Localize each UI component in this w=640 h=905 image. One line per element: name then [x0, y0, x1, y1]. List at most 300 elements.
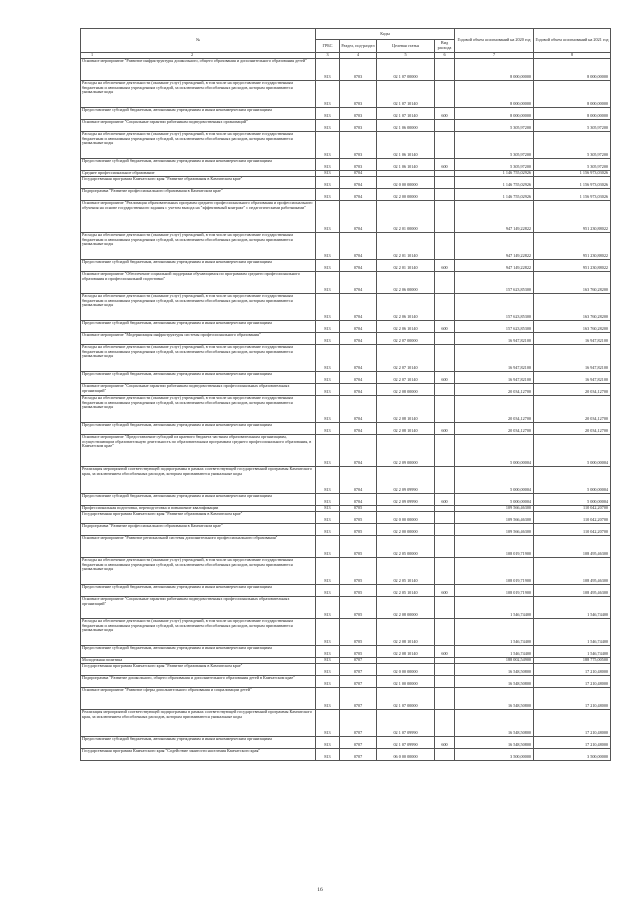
row-name: Расходы на обеспечение деятельности (оказание услуг) учреждений, в том числе на предоставление государственным бюджетным и автономным учреждениям субсидий, за исключением обособленных расходов, которым присваиваются уникальные коды [81, 81, 316, 108]
row-volume-2021: 108 495,46300 [534, 585, 611, 597]
row-expense-type [435, 435, 455, 467]
row-target-article: 06 0 00 00000 [377, 749, 435, 761]
row-volume-2021: 188 775,00500 [534, 658, 611, 664]
row-target-article: 02 2 06 10140 [377, 294, 435, 321]
row-grbs: 813 [316, 189, 340, 201]
row-grbs: 813 [316, 260, 340, 272]
row-name: Основное мероприятие "Социальные гарантии работникам подведомственных организаций" [81, 120, 316, 132]
row-name: Расходы на обеспечение деятельности (оказание услуг) учреждений, в том числе на предоставление государственным бюджетным и автономным учреждениям субсидий, за исключением обособленных расходов, которым присваиваются уникальные коды [81, 396, 316, 423]
header-target: Целевая статья [377, 40, 435, 53]
row-volume-2021: 20 034,12700 [534, 384, 611, 396]
column-number: 3 [316, 53, 340, 59]
row-target-article: 02 2 01 00000 [377, 201, 435, 233]
row-expense-type: 600 [435, 108, 455, 120]
row-name: Основное мероприятие "Развитие инфраструктуры дошкольного, общего образования и дополнительного образования детей" [81, 59, 316, 81]
row-name: Основное мероприятие "Предоставление субсидий из краевого бюджета частным образовательным организациям, осуществляющим образовательную деятельность по образовательным программам среднего профессионального образования, в Камчатском крае" [81, 435, 316, 467]
row-grbs: 813 [316, 396, 340, 423]
row-name: Расходы на обеспечение деятельности (оказание услуг) учреждений, в том числе на предоставление государственным бюджетным и автономным учреждениям субсидий, за исключением обособленных расходов, которым присваиваются уникальные коды [81, 233, 316, 260]
column-number: 2 [190, 52, 194, 58]
row-volume-2021: 163 760,28200 [534, 321, 611, 333]
row-name: Предоставление субсидий бюджетным, автономным учреждениям и иным некоммерческим организациям [81, 260, 316, 272]
row-section: 0703 [340, 108, 377, 120]
row-name: Основное мероприятие "Развитие региональной системы дополнительного профессионального образования" [81, 536, 316, 558]
row-target-article: 02 2 05 10140 [377, 585, 435, 597]
row-section: 0705 [340, 558, 377, 585]
row-expense-type [435, 201, 455, 233]
row-expense-type [435, 345, 455, 372]
row-target-article: 02 1 07 10140 [377, 108, 435, 120]
row-name: Государственная программа Камчатского края "Развитие образования в Камчатском крае" [81, 664, 316, 676]
table-row [81, 345, 611, 372]
row-volume-2020: 8 000,00000 [455, 108, 534, 120]
row-expense-type: 600 [435, 159, 455, 171]
row-volume-2021: 5 000,00004 [534, 435, 611, 467]
row-grbs: 813 [316, 384, 340, 396]
row-expense-type: 600 [435, 260, 455, 272]
row-expense-type [435, 536, 455, 558]
row-grbs: 813 [316, 171, 340, 177]
row-name: Подпрограмма "Развитие профессионального образования в Камчатском крае" [81, 189, 316, 201]
row-section: 0703 [340, 132, 377, 159]
row-volume-2021: 5 000,00004 [534, 467, 611, 494]
row-grbs: 813 [316, 333, 340, 345]
row-volume-2020: 8 000,00000 [455, 81, 534, 108]
row-volume-2020: 157 623,85300 [455, 321, 534, 333]
row-section: 0707 [340, 737, 377, 749]
row-expense-type: 600 [435, 585, 455, 597]
row-section: 0705 [340, 597, 377, 619]
table-row [81, 396, 611, 423]
row-volume-2020: 108 019,71900 [455, 536, 534, 558]
row-expense-type [435, 132, 455, 159]
table-row [81, 435, 611, 467]
table-row [81, 558, 611, 585]
row-volume-2020: 947 149,22822 [455, 201, 534, 233]
row-grbs: 813 [316, 201, 340, 233]
row-expense-type [435, 619, 455, 646]
row-section: 0705 [340, 619, 377, 646]
row-expense-type [435, 524, 455, 536]
row-volume-2021: 17 210,48000 [534, 664, 611, 676]
row-name: Предоставление субсидий бюджетным, автономным учреждениям и иным некоммерческим организациям [81, 585, 316, 597]
row-volume-2020: 5 000,00004 [455, 494, 534, 506]
row-name: Расходы на обеспечение деятельности (оказание услуг) учреждений, в том числе на предоставление государственным бюджетным и автономным учреждениям субсидий, за исключением обособленных расходов, которым присваиваются уникальные коды [81, 132, 316, 159]
table-row [81, 333, 611, 345]
row-grbs: 813 [316, 658, 340, 664]
row-section: 0704 [340, 435, 377, 467]
row-volume-2021: 108 495,46300 [534, 558, 611, 585]
header-vol-2021: Годовой объем ассигнований на 2021 год [534, 29, 611, 53]
row-grbs: 813 [316, 233, 340, 260]
table-row [81, 737, 611, 749]
row-volume-2021: 1 156 973,03026 [534, 171, 611, 177]
row-target-article: 02 2 07 00000 [377, 333, 435, 345]
row-grbs: 813 [316, 294, 340, 321]
row-volume-2021: 951 230,88022 [534, 233, 611, 260]
row-volume-2020: 1 146 755,02926 [455, 177, 534, 189]
row-name: Расходы на обеспечение деятельности (оказание услуг) учреждений, в том числе на предоставление государственным бюджетным и автономным учреждениям субсидий, за исключением обособленных расходов, которым присваиваются уникальные коды [81, 345, 316, 372]
table-row [81, 619, 611, 646]
row-volume-2021: 5 305,97200 [534, 159, 611, 171]
table-row [81, 664, 611, 676]
row-section: 0704 [340, 260, 377, 272]
row-volume-2021: 1 546,74400 [534, 597, 611, 619]
row-section: 0704 [340, 321, 377, 333]
row-target-article: 02 2 07 10140 [377, 345, 435, 372]
row-grbs: 813 [316, 81, 340, 108]
row-section: 0707 [340, 658, 377, 664]
row-expense-type [435, 120, 455, 132]
row-grbs: 813 [316, 467, 340, 494]
column-number-cell [81, 53, 316, 59]
row-volume-2020: 16 548,50800 [455, 737, 534, 749]
column-number: 5 [377, 53, 435, 59]
row-expense-type: 600 [435, 372, 455, 384]
row-name: Государственная программа Камчатского края "Содействие занятости населения Камчатского края" [81, 749, 316, 761]
row-grbs: 813 [316, 435, 340, 467]
table-row [81, 710, 611, 737]
row-volume-2021: 16 947,82100 [534, 345, 611, 372]
row-volume-2021: 16 947,82100 [534, 372, 611, 384]
table-row [81, 749, 611, 761]
row-volume-2020: 16 548,50800 [455, 664, 534, 676]
row-volume-2020: 109 566,46300 [455, 524, 534, 536]
row-target-article: 02 1 07 09990 [377, 710, 435, 737]
table-row [81, 59, 611, 81]
row-volume-2021: 163 760,28200 [534, 294, 611, 321]
row-volume-2021: 108 495,46300 [534, 536, 611, 558]
row-volume-2021: 5 305,97200 [534, 120, 611, 132]
row-name: Государственная программа Камчатского края "Развитие образования в Камчатском крае" [81, 512, 316, 524]
row-section: 0704 [340, 201, 377, 233]
row-volume-2021: 5 305,97200 [534, 132, 611, 159]
row-volume-2021: 1 546,74400 [534, 646, 611, 658]
row-section: 0707 [340, 710, 377, 737]
row-section: 0704 [340, 177, 377, 189]
header-num: № [81, 29, 316, 53]
row-grbs: 813 [316, 664, 340, 676]
row-name: Предоставление субсидий бюджетным, автономным учреждениям и иным некоммерческим организациям [81, 159, 316, 171]
row-grbs: 813 [316, 59, 340, 81]
row-target-article: 02 1 07 10140 [377, 81, 435, 108]
table-row [81, 688, 611, 710]
table-row [81, 294, 611, 321]
row-section: 0704 [340, 233, 377, 260]
row-target-article: 02 0 00 00000 [377, 664, 435, 676]
row-volume-2021: 951 230,88022 [534, 260, 611, 272]
row-volume-2021: 8 000,00000 [534, 81, 611, 108]
table-body [81, 59, 611, 761]
row-name: Подпрограмма "Развитие дошкольного, общего образования и дополнительного образования детей в Камчатском крае" [81, 676, 316, 688]
row-volume-2020: 108 019,71900 [455, 585, 534, 597]
row-name: Предоставление субсидий бюджетным, автономным учреждениям и иным некоммерческим организациям [81, 423, 316, 435]
row-expense-type [435, 512, 455, 524]
row-section: 0703 [340, 159, 377, 171]
row-name: Реализация мероприятий соответствующей подпрограммы в рамках соответствующей государственной программы Камчатского края, за исключением обособленных расходов, которым присваиваются уникальные коды [81, 710, 316, 737]
row-name: Расходы на обеспечение деятельности (оказание услуг) учреждений, в том числе на предоставление государственным бюджетным и автономным учреждениям субсидий, за исключением обособленных расходов, которым присваиваются уникальные коды [81, 294, 316, 321]
row-grbs: 813 [316, 108, 340, 120]
header-vol-2020: Годовой объем ассигнований на 2020 год [455, 29, 534, 53]
row-target-article: 02 2 08 10140 [377, 619, 435, 646]
row-grbs: 813 [316, 494, 340, 506]
column-number: 4 [340, 53, 377, 59]
row-target-article: 02 2 08 10140 [377, 646, 435, 658]
column-number: 7 [455, 53, 534, 59]
row-name: Расходы на обеспечение деятельности (оказание услуг) учреждений, в том числе на предоставление государственным бюджетным и автономным учреждениям субсидий, за исключением обособленных расходов, которым присваиваются уникальные коды [81, 619, 316, 646]
row-volume-2021: 8 000,00000 [534, 59, 611, 81]
row-volume-2021: 1 156 973,03026 [534, 177, 611, 189]
row-section: 0704 [340, 372, 377, 384]
row-target-article: 02 2 09 00000 [377, 435, 435, 467]
row-target-article: 02 2 08 00000 [377, 384, 435, 396]
table-row [81, 597, 611, 619]
table-row [81, 159, 611, 171]
row-volume-2020: 16 947,82100 [455, 333, 534, 345]
row-section: 0704 [340, 171, 377, 177]
row-volume-2021: 17 210,48000 [534, 676, 611, 688]
row-name: Подпрограмма "Развитие профессионального образования в Камчатском крае" [81, 524, 316, 536]
row-target-article: 02 2 05 10140 [377, 558, 435, 585]
row-section: 0704 [340, 467, 377, 494]
row-name: Предоставление субсидий бюджетным, автономным учреждениям и иным некоммерческим организациям [81, 737, 316, 749]
row-name: Предоставление субсидий бюджетным, автономным учреждениям и иным некоммерческим организациям [81, 321, 316, 333]
row-section: 0707 [340, 676, 377, 688]
row-target-article: 02 1 00 00000 [377, 676, 435, 688]
table-row [81, 321, 611, 333]
row-expense-type [435, 233, 455, 260]
row-volume-2020: 20 034,12700 [455, 423, 534, 435]
row-grbs: 813 [316, 558, 340, 585]
row-volume-2021: 163 760,28200 [534, 272, 611, 294]
row-volume-2021: 17 210,48000 [534, 737, 611, 749]
table-row [81, 524, 611, 536]
row-section: 0704 [340, 294, 377, 321]
row-target-article: 02 1 07 00000 [377, 59, 435, 81]
row-volume-2020: 1 546,74400 [455, 597, 534, 619]
row-volume-2021: 5 000,00004 [534, 494, 611, 506]
row-target-article: 02 0 00 00000 [377, 177, 435, 189]
header-codes: Коды [316, 29, 455, 40]
row-volume-2021: 17 210,48000 [534, 688, 611, 710]
row-target-article: 02 1 06 00000 [377, 120, 435, 132]
row-expense-type [435, 676, 455, 688]
row-name: Молодежная политика [81, 658, 316, 664]
row-grbs: 813 [316, 524, 340, 536]
row-target-article: 02 1 06 10140 [377, 132, 435, 159]
header-exp-type: Вид расхода [435, 40, 455, 53]
row-section: 0705 [340, 506, 377, 512]
row-volume-2020: 16 548,50800 [455, 688, 534, 710]
row-target-article: 02 2 01 10140 [377, 260, 435, 272]
table-row [81, 676, 611, 688]
row-target-article: 02 2 09 09990 [377, 467, 435, 494]
row-name: Основное мероприятие "Развитие сферы дополнительного образования и социализации детей" [81, 688, 316, 710]
row-volume-2020: 8 000,00000 [455, 59, 534, 81]
table-row [81, 494, 611, 506]
table-row [81, 260, 611, 272]
row-target-article: 02 2 06 10140 [377, 321, 435, 333]
row-volume-2020: 16 947,82100 [455, 372, 534, 384]
column-number: 1 [90, 52, 94, 58]
row-volume-2020: 5 305,97200 [455, 132, 534, 159]
row-section: 0703 [340, 120, 377, 132]
budget-table [80, 28, 611, 761]
table-row [81, 189, 611, 201]
row-expense-type [435, 59, 455, 81]
row-volume-2020: 20 034,12700 [455, 396, 534, 423]
row-expense-type [435, 189, 455, 201]
row-section: 0704 [340, 494, 377, 506]
row-section: 0705 [340, 585, 377, 597]
row-section: 0704 [340, 189, 377, 201]
table-row [81, 272, 611, 294]
row-grbs: 813 [316, 646, 340, 658]
row-target-article: 02 2 00 00000 [377, 189, 435, 201]
row-volume-2020: 1 546,74400 [455, 646, 534, 658]
row-volume-2020: 16 548,50800 [455, 710, 534, 737]
row-target-article: 02 2 05 00000 [377, 536, 435, 558]
budget-table-page [80, 28, 610, 761]
table-row [81, 201, 611, 233]
row-section: 0704 [340, 272, 377, 294]
row-expense-type: 600 [435, 737, 455, 749]
row-volume-2020: 188 002,54900 [455, 658, 534, 664]
row-name: Основное мероприятие "Социальные гарантии работникам подведомственных профессиональных образовательных организаций" [81, 597, 316, 619]
row-volume-2021: 110 042,20700 [534, 524, 611, 536]
table-row [81, 536, 611, 558]
row-target-article: 02 1 06 10140 [377, 159, 435, 171]
row-expense-type [435, 272, 455, 294]
row-section: 0704 [340, 333, 377, 345]
row-grbs: 813 [316, 619, 340, 646]
row-volume-2021: 1 546,74400 [534, 619, 611, 646]
row-name: Среднее профессиональное образование [81, 171, 316, 177]
column-number: 8 [534, 53, 611, 59]
row-volume-2020: 1 546,74400 [455, 619, 534, 646]
row-expense-type: 600 [435, 494, 455, 506]
row-name: Предоставление субсидий бюджетным, автономным учреждениям и иным некоммерческим организациям [81, 646, 316, 658]
row-volume-2020: 108 019,71900 [455, 558, 534, 585]
row-volume-2021: 110 042,20700 [534, 512, 611, 524]
row-grbs: 813 [316, 710, 340, 737]
row-target-article: 02 2 06 00000 [377, 272, 435, 294]
table-row [81, 585, 611, 597]
row-expense-type [435, 597, 455, 619]
row-expense-type [435, 396, 455, 423]
row-expense-type [435, 333, 455, 345]
row-section: 0705 [340, 536, 377, 558]
table-row [81, 120, 611, 132]
row-volume-2020: 157 623,85300 [455, 294, 534, 321]
row-volume-2021: 3 500,00000 [534, 749, 611, 761]
row-grbs: 813 [316, 597, 340, 619]
row-volume-2021: 20 034,12700 [534, 396, 611, 423]
table-row [81, 646, 611, 658]
row-grbs: 813 [316, 688, 340, 710]
row-section: 0704 [340, 396, 377, 423]
row-grbs: 813 [316, 536, 340, 558]
row-grbs: 813 [316, 423, 340, 435]
row-expense-type [435, 688, 455, 710]
page-number: 16 [317, 887, 323, 893]
row-volume-2020: 947 149,22822 [455, 233, 534, 260]
row-target-article: 02 0 00 00000 [377, 512, 435, 524]
header-grbs: ГРБС [316, 40, 340, 53]
row-grbs: 813 [316, 372, 340, 384]
row-expense-type [435, 294, 455, 321]
row-target-article: 02 2 08 10140 [377, 396, 435, 423]
row-target-article: 02 2 07 10140 [377, 372, 435, 384]
row-grbs: 813 [316, 585, 340, 597]
row-expense-type: 600 [435, 423, 455, 435]
row-name: Государственная программа Камчатского края "Развитие образования в Камчатском крае" [81, 177, 316, 189]
row-grbs: 813 [316, 506, 340, 512]
row-volume-2021: 1 156 973,03026 [534, 189, 611, 201]
row-section: 0703 [340, 59, 377, 81]
row-expense-type [435, 710, 455, 737]
table-row [81, 372, 611, 384]
table-row [81, 108, 611, 120]
row-grbs: 813 [316, 512, 340, 524]
row-expense-type: 600 [435, 321, 455, 333]
row-target-article: 02 1 07 00000 [377, 688, 435, 710]
row-name: Предоставление субсидий бюджетным, автономным учреждениям и иным некоммерческим организациям [81, 372, 316, 384]
row-name: Предоставление субсидий бюджетным, автономным учреждениям и иным некоммерческим организациям [81, 494, 316, 506]
row-section: 0705 [340, 524, 377, 536]
row-grbs: 813 [316, 737, 340, 749]
table-row [81, 81, 611, 108]
row-grbs: 813 [316, 345, 340, 372]
row-name: Профессиональная подготовка, переподготовка и повышение квалификации [81, 506, 316, 512]
row-volume-2021: 16 947,82100 [534, 333, 611, 345]
row-volume-2020: 5 305,97200 [455, 120, 534, 132]
row-volume-2020: 5 000,00004 [455, 435, 534, 467]
row-volume-2020: 20 034,12700 [455, 384, 534, 396]
row-section: 0704 [340, 345, 377, 372]
row-volume-2021: 951 230,88022 [534, 201, 611, 233]
row-grbs: 813 [316, 132, 340, 159]
row-volume-2020: 157 623,85300 [455, 272, 534, 294]
row-volume-2020: 947 149,22822 [455, 260, 534, 272]
row-target-article: 02 1 07 09990 [377, 737, 435, 749]
table-row [81, 467, 611, 494]
row-name: Основное мероприятие "Социальные гарантии работникам подведомственных профессиональных образовательных организаций" [81, 384, 316, 396]
row-volume-2020: 1 146 755,02926 [455, 189, 534, 201]
row-section: 0703 [340, 81, 377, 108]
table-row [81, 233, 611, 260]
row-volume-2021: 20 034,12700 [534, 423, 611, 435]
row-grbs: 813 [316, 272, 340, 294]
row-volume-2021: 8 000,00000 [534, 108, 611, 120]
row-volume-2020: 3 500,00000 [455, 749, 534, 761]
row-volume-2021: 110 042,20700 [534, 506, 611, 512]
row-target-article: 02 2 08 00000 [377, 597, 435, 619]
row-grbs: 813 [316, 159, 340, 171]
row-name: Основное мероприятие "Обеспечение социальной поддержки обучающимся по программам среднего профессионального образования и профессиональной подготовки" [81, 272, 316, 294]
row-expense-type [435, 384, 455, 396]
table-row [81, 384, 611, 396]
row-grbs: 813 [316, 177, 340, 189]
row-volume-2020: 16 947,82100 [455, 345, 534, 372]
row-name: Реализация мероприятий соответствующей подпрограммы в рамках соответствующей государственной программы Камчатского края, за исключением обособленных расходов, которым присваиваются уникальные коды [81, 467, 316, 494]
row-grbs: 813 [316, 120, 340, 132]
row-expense-type [435, 467, 455, 494]
table-row [81, 177, 611, 189]
row-name: Расходы на обеспечение деятельности (оказание услуг) учреждений, в том числе на предоставление государственным бюджетным и автономным учреждениям субсидий, за исключением обособленных расходов, которым присваиваются уникальные коды [81, 558, 316, 585]
row-volume-2021: 17 210,48000 [534, 710, 611, 737]
row-section: 0705 [340, 512, 377, 524]
row-target-article: 02 2 08 10140 [377, 423, 435, 435]
